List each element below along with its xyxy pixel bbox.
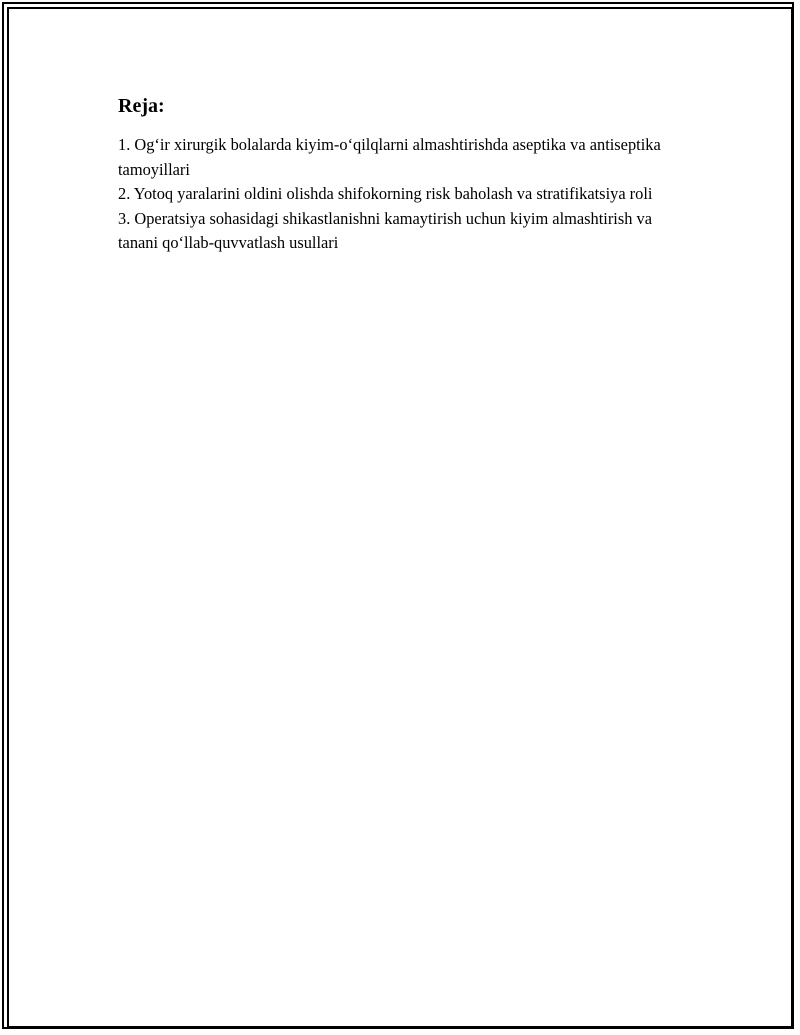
plan-list	[118, 133, 678, 256]
plan-item-2: 2. Yotoq yaralarini oldini olishda shifokorning risk baholash va stratifikatsiya roli	[118, 184, 653, 203]
plan-item-1: 1. Og‘ir xirurgik bolalarda kiyim-o‘qilqlarni almashtirishda aseptika va antiseptika tamoyillari	[118, 135, 661, 179]
page-content	[118, 93, 678, 256]
plan-item-3: 3. Operatsiya sohasidagi shikastlanishni kamaytirish uchun kiyim almashtirish va tanani qo‘llab-quvvatlash usullari	[118, 208, 652, 252]
plan-heading: Reja:	[118, 95, 165, 117]
